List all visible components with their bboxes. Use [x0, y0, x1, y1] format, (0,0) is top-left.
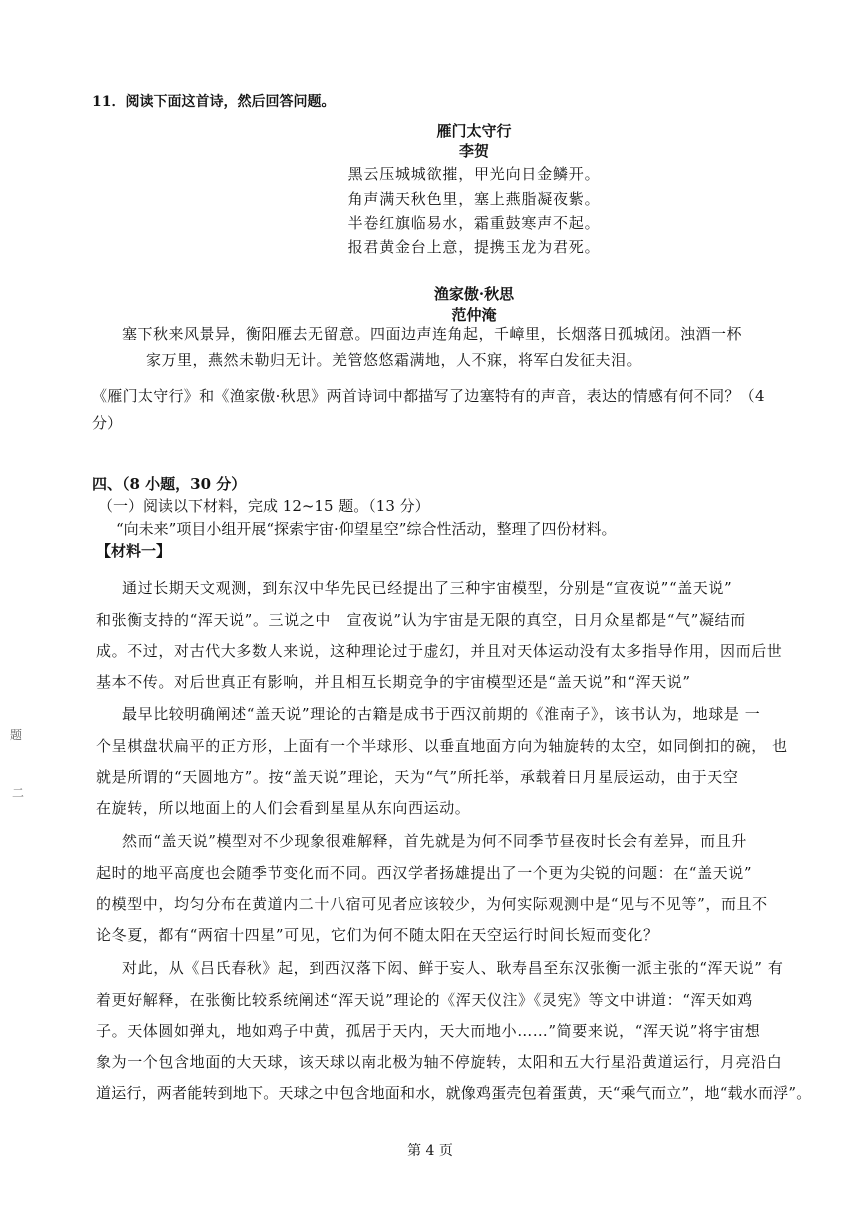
para4-line-2: 着更好解释，在张衡比较系统阐述“浑天说”理论的《浑天仪注》《灵宪》等文中讲道：“浑天如鸡 [96, 991, 753, 1009]
q11-instruction: 11．阅读下面这首诗，然后回答问题。 [92, 94, 336, 110]
section4-intro: “向未来”项目小组开展“探索宇宙·仰望星空”综合性活动，整理了四份材料。 [116, 520, 617, 538]
para3-line-3: 的模型中，均匀分布在黄道内二十八宿可见者应该较少，为何实际观测中是“见与不见等”，而且不 [96, 895, 768, 913]
para2-line-1: 最早比较明确阐述“盖天说”理论的古籍是成书于西汉前期的《淮南子》，该书认为，地球是 一 [122, 705, 761, 723]
para2-line-4: 在旋转，所以地面上的人们会看到星星从东向西运动。 [96, 799, 471, 817]
poem1-line-1: 黑云压城城欲摧，甲光向日金鳞开。 [347, 165, 601, 183]
para4-line-5: 道运行，两者能转到地下。天球之中包含地面和水，就像鸡蛋壳包着蛋黄，天“乘气而立”，地“载水而浮”。 [96, 1084, 812, 1102]
poem2-author: 范仲淹 [451, 306, 497, 324]
para3-line-2: 起时的地平高度也会随季节变化而不同。西汉学者扬雄提出了一个更为尖锐的问题：在“盖天说” [96, 864, 753, 882]
para2-line-2: 个呈棋盘状扁平的正方形，上面有一个半球形、以垂直地面方向为轴旋转的太空，如同倒扣的碗， 也 [96, 737, 788, 755]
section4-sub-heading: （一）阅读以下材料，完成 12~15 题。（13 分） [98, 497, 430, 515]
para2-line-3: 就是所谓的“天圆地方”。按“盖天说”理论，天为“气”所托举，承载着日月星辰运动，由于天空 [96, 768, 739, 786]
para1-line-4: 基本不传。对后世真正有影响，并且相互长期竞争的宇宙模型还是“盖天说”和“浑天说” [96, 673, 691, 691]
para4-line-1: 对此，从《吕氏春秋》起，到西汉落下闳、鲜于妄人、耿寿昌至东汉张衡一派主张的“浑天说” 有 [122, 959, 784, 977]
q11-question-line-1: 《雁门太守行》和《渔家傲·秋思》两首诗词中都描写了边塞特有的声音，表达的情感有何不同？（4 [92, 387, 765, 405]
poem2-title: 渔家傲·秋思 [433, 285, 515, 303]
para4-line-4: 象为一个包含地面的大天球，该天球以南北极为轴不停旋转，太阳和五大行星沿黄道运行，月亮沿白 [96, 1053, 783, 1071]
poem1-line-4: 报君黄金台上意，提携玉龙为君死。 [347, 238, 601, 256]
page-number: 第 4 页 [407, 1143, 453, 1159]
poem1-line-3: 半卷红旗临易水，霜重鼓寒声不起。 [347, 214, 601, 232]
poem1-author: 李贺 [458, 142, 489, 160]
para4-line-3: 子。天体圆如弹丸，地如鸡子中黄，孤居于天内，天大而地小……”简要来说，“浑天说”将宇宙想 [96, 1022, 761, 1040]
para1-line-2: 和张衡支持的“浑天说”。三说之中 宣夜说”认为宇宙是无限的真空，日月众星都是“气”凝结而 [96, 611, 746, 629]
poem2-line-2: 家万里，燕然未勒归无计。羌管悠悠霜满地，人不寐，将军白发征夫泪。 [146, 351, 643, 369]
para1-line-1: 通过长期天文观测，到东汉中华先民已经提出了三种宇宙模型，分别是“宣夜说”“盖天说” [122, 579, 733, 597]
poem1-line-2: 角声满天秋色里，塞上燕脂凝夜紫。 [347, 190, 601, 208]
margin-mark-2: 二 [12, 786, 25, 800]
section4-heading: 四、（8 小题，30 分） [92, 475, 247, 493]
para3-line-4: 论冬夏，都有“两宿十四星”可见，它们为何不随太阳在天空运行时间长短而变化？ [96, 926, 659, 944]
poem1-title: 雁门太守行 [436, 122, 512, 140]
para3-line-1: 然而“盖天说”模型对不少现象很难解释，首先就是为何不同季节昼夜时长会有差异，而且升 [122, 832, 747, 850]
margin-mark-1: 题 [10, 728, 23, 742]
q11-question-line-2: 分） [92, 414, 123, 432]
poem2-line-1: 塞下秋来风景异，衡阳雁去无留意。四面边声连角起，千嶂里，长烟落日孤城闭。浊酒一杯 [122, 325, 743, 343]
material-label: 【材料一】 [96, 542, 172, 560]
para1-line-3: 成。不过，对古代大多数人来说，这种理论过于虚幻，并且对天体运动没有太多指导作用，因而后世 [96, 642, 783, 660]
